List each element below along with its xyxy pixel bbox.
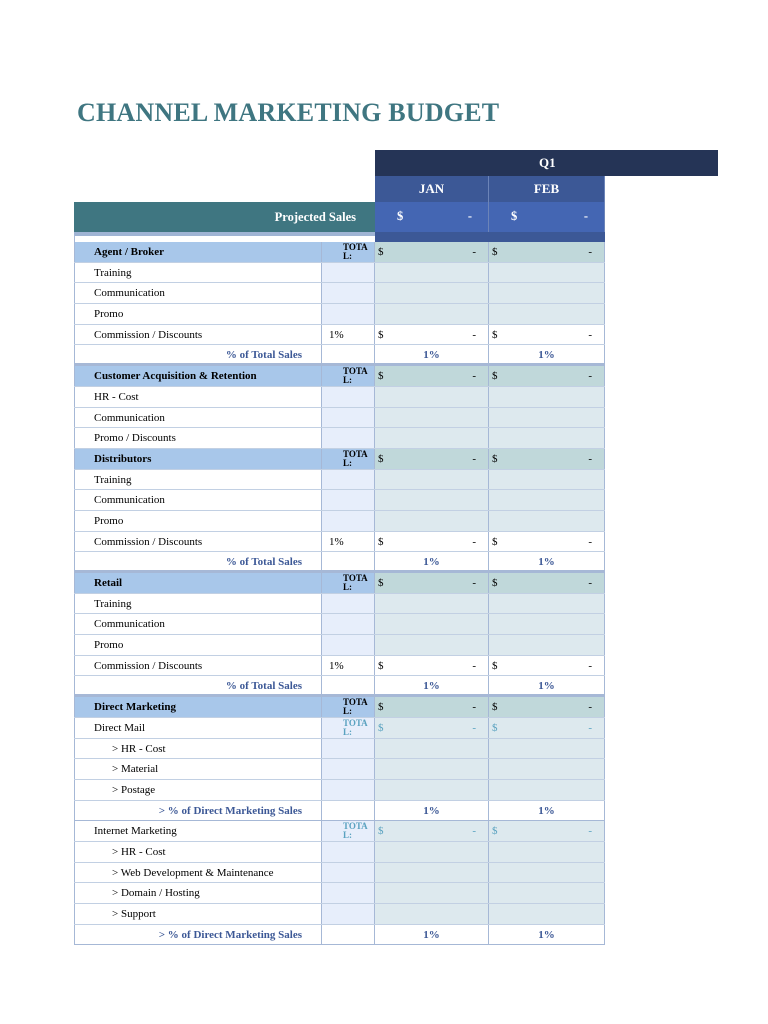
jan-subtotal-cell[interactable]	[375, 718, 489, 738]
line-item-label-cell	[74, 428, 321, 448]
section-header-row	[74, 242, 605, 263]
subsection-row	[74, 821, 605, 842]
jan-input-cell[interactable]	[375, 490, 489, 510]
line-item-pct-cell[interactable]	[321, 304, 375, 324]
feb-input-cell[interactable]	[489, 614, 605, 634]
line-item-label: Promo / Discounts	[94, 432, 176, 445]
line-item-label-cell	[74, 594, 321, 614]
line-item-row	[74, 428, 605, 449]
currency-symbol: $	[492, 659, 498, 672]
currency-symbol: $	[378, 701, 384, 714]
commission-label: Commission / Discounts	[94, 535, 203, 548]
line-item-row	[74, 263, 605, 284]
line-item-label: Training	[94, 266, 132, 279]
line-item-pct-cell[interactable]	[321, 614, 375, 634]
feb-input-cell[interactable]	[489, 283, 605, 303]
line-item-row	[74, 614, 605, 635]
line-item-label: Communication	[94, 494, 165, 507]
currency-symbol: $	[492, 328, 498, 341]
commission-label-cell	[74, 656, 321, 676]
jan-input-cell[interactable]	[375, 739, 489, 759]
commission-pct: 1%	[329, 659, 344, 672]
amount-value: -	[472, 370, 476, 383]
currency-symbol: $	[511, 209, 518, 223]
amount-value: -	[588, 825, 592, 838]
line-item-label-cell	[74, 863, 321, 883]
subsection-label-cell	[74, 821, 321, 841]
jan-total-cell[interactable]	[375, 366, 489, 386]
feb-subtotal-cell[interactable]	[489, 718, 605, 738]
jan-input-cell[interactable]	[375, 883, 489, 903]
amount-value: -	[588, 701, 592, 714]
line-item-label-cell	[74, 635, 321, 655]
line-item-row	[74, 635, 605, 656]
section-header-row	[74, 449, 605, 470]
line-item-label: > Web Development & Maintenance	[112, 866, 274, 879]
line-item-label-cell	[74, 490, 321, 510]
section-label-cell	[74, 573, 321, 593]
divider-right	[375, 232, 605, 242]
line-item-pct-cell[interactable]	[321, 511, 375, 531]
amount-value: -	[472, 701, 476, 714]
line-item-row	[74, 304, 605, 325]
currency-symbol: $	[397, 209, 404, 223]
amount-value: -	[472, 659, 476, 672]
line-item-label-cell	[74, 739, 321, 759]
feb-total-cell[interactable]	[489, 242, 605, 262]
commission-label: Commission / Discounts	[94, 328, 203, 341]
line-item-pct-cell[interactable]	[321, 594, 375, 614]
jan-input-cell[interactable]	[375, 842, 489, 862]
amount-value: -	[472, 246, 476, 258]
section-header-row	[74, 573, 605, 594]
amount-value: -	[472, 825, 476, 838]
line-item-label: > Postage	[112, 783, 156, 796]
feb-input-cell[interactable]	[489, 490, 605, 510]
feb-subtotal-cell[interactable]	[489, 821, 605, 841]
commission-row	[74, 532, 605, 553]
line-item-label: Promo	[94, 514, 124, 527]
divider-left	[74, 232, 375, 242]
jan-input-cell[interactable]	[375, 511, 489, 531]
percent-of-sales-row	[74, 676, 605, 697]
commission-label-cell	[74, 325, 321, 345]
amount-value: -	[472, 328, 476, 341]
percent-label: % of Total Sales	[225, 556, 302, 569]
line-item-row	[74, 759, 605, 780]
percent-label-cell	[74, 345, 321, 363]
section-label: Direct Marketing	[94, 701, 176, 714]
jan-input-cell[interactable]	[375, 387, 489, 407]
line-item-row	[74, 387, 605, 408]
commission-pct: 1%	[329, 535, 344, 548]
line-item-pct-cell[interactable]	[321, 883, 375, 903]
line-item-pct-cell[interactable]	[321, 490, 375, 510]
currency-symbol: $	[378, 246, 384, 258]
total-label-cell	[321, 573, 375, 593]
line-item-label-cell	[74, 283, 321, 303]
jan-commission-cell[interactable]	[375, 325, 489, 345]
percent-of-sales-row	[74, 345, 605, 366]
feb-input-cell[interactable]	[489, 842, 605, 862]
percent-of-sales-row	[74, 552, 605, 573]
line-item-label-cell	[74, 470, 321, 490]
amount-value: -	[588, 659, 592, 672]
feb-percent-cell: 1%	[489, 676, 605, 694]
jan-percent-cell: 1%	[375, 345, 489, 363]
percent-label: % of Total Sales	[225, 680, 302, 693]
line-item-label-cell	[74, 387, 321, 407]
line-item-label: HR - Cost	[94, 390, 139, 403]
feb-input-cell[interactable]	[489, 594, 605, 614]
quarter-label: Q1	[539, 155, 556, 170]
total-label: TOTA L:	[343, 697, 368, 717]
jan-input-cell[interactable]	[375, 635, 489, 655]
jan-input-cell[interactable]	[375, 759, 489, 779]
line-item-label-cell	[74, 780, 321, 800]
amount-value: -	[472, 535, 476, 548]
subsection-row	[74, 718, 605, 739]
line-item-pct-cell[interactable]	[321, 863, 375, 883]
currency-symbol: $	[492, 577, 498, 589]
section-header-row	[74, 697, 605, 718]
line-item-pct-cell[interactable]	[321, 842, 375, 862]
percent-label-cell	[74, 925, 321, 945]
amount-value: -	[588, 328, 592, 341]
table-top-divider	[74, 232, 605, 242]
line-item-pct-cell[interactable]	[321, 635, 375, 655]
feb-input-cell[interactable]	[489, 739, 605, 759]
percent-spacer-cell	[321, 925, 375, 945]
section-label: Customer Acquisition & Retention	[94, 370, 257, 383]
jan-total-cell[interactable]	[375, 697, 489, 717]
projected-value: -	[583, 209, 588, 223]
line-item-label-cell	[74, 263, 321, 283]
commission-label: Commission / Discounts	[94, 659, 203, 672]
feb-input-cell[interactable]	[489, 635, 605, 655]
line-item-pct-cell[interactable]	[321, 904, 375, 924]
subsection-label: Internet Marketing	[94, 825, 177, 838]
section-label-cell	[74, 366, 321, 386]
total-label-cell	[321, 697, 375, 717]
currency-symbol: $	[492, 701, 498, 714]
line-item-label: Training	[94, 473, 132, 486]
percent-of-sales-row	[74, 801, 605, 822]
jan-input-cell[interactable]	[375, 283, 489, 303]
line-item-label: Communication	[94, 618, 165, 631]
line-item-pct-cell[interactable]	[321, 780, 375, 800]
feb-commission-cell[interactable]	[489, 656, 605, 676]
amount-value: -	[588, 577, 592, 589]
total-label: TOTA L:	[343, 242, 368, 261]
line-item-pct-cell[interactable]	[321, 283, 375, 303]
currency-symbol: $	[492, 535, 498, 548]
percent-spacer-cell	[321, 345, 375, 363]
currency-symbol: $	[378, 825, 384, 838]
projected-sales-label: Projected Sales	[74, 202, 375, 232]
jan-input-cell[interactable]	[375, 594, 489, 614]
amount-value: -	[588, 535, 592, 548]
jan-input-cell[interactable]	[375, 863, 489, 883]
percent-label-cell	[74, 676, 321, 694]
percent-spacer-cell	[321, 676, 375, 694]
projected-sales-jan[interactable]	[375, 202, 489, 232]
commission-pct-cell[interactable]	[321, 532, 375, 552]
jan-input-cell[interactable]	[375, 428, 489, 448]
total-label-cell	[321, 718, 375, 738]
line-item-row	[74, 470, 605, 491]
line-item-label-cell	[74, 883, 321, 903]
total-label: TOTA L:	[343, 366, 368, 386]
total-label: TOTA L:	[343, 821, 368, 841]
commission-pct-cell[interactable]	[321, 325, 375, 345]
feb-input-cell[interactable]	[489, 428, 605, 448]
percent-label: % of Total Sales	[225, 349, 302, 362]
total-label-cell	[321, 242, 375, 262]
line-item-row	[74, 904, 605, 925]
feb-input-cell[interactable]	[489, 863, 605, 883]
percent-spacer-cell	[321, 552, 375, 570]
percent-label: > % of Direct Marketing Sales	[158, 804, 302, 817]
subsection-label: Direct Mail	[94, 721, 146, 734]
currency-symbol: $	[378, 721, 384, 734]
line-item-label-cell	[74, 304, 321, 324]
line-item-label: Promo	[94, 308, 124, 321]
line-item-row	[74, 842, 605, 863]
feb-input-cell[interactable]	[489, 759, 605, 779]
line-item-row	[74, 408, 605, 429]
currency-symbol: $	[378, 535, 384, 548]
page-title: CHANNEL MARKETING BUDGET	[77, 98, 500, 127]
section-header-row	[74, 366, 605, 387]
section-label-cell	[74, 697, 321, 717]
line-item-label: Promo	[94, 639, 124, 652]
line-item-row	[74, 780, 605, 801]
line-item-pct-cell[interactable]	[321, 387, 375, 407]
amount-value: -	[588, 452, 592, 465]
line-item-label: Communication	[94, 411, 165, 424]
jan-percent-cell: 1%	[375, 676, 489, 694]
feb-percent-cell: 1%	[489, 552, 605, 570]
percent-spacer-cell	[321, 801, 375, 821]
line-item-row	[74, 594, 605, 615]
percent-of-sales-row	[74, 925, 605, 946]
line-item-label-cell	[74, 614, 321, 634]
projected-value: -	[467, 209, 472, 223]
amount-value: -	[472, 577, 476, 589]
quarter-header	[375, 150, 718, 176]
line-item-label: > Support	[112, 908, 156, 920]
commission-row	[74, 325, 605, 346]
line-item-row	[74, 490, 605, 511]
line-item-label: Training	[94, 597, 132, 610]
amount-value: -	[588, 246, 592, 258]
currency-symbol: $	[492, 370, 498, 383]
line-item-label-cell	[74, 904, 321, 924]
currency-symbol: $	[492, 246, 498, 258]
jan-subtotal-cell[interactable]	[375, 821, 489, 841]
amount-value: -	[472, 721, 476, 734]
feb-input-cell[interactable]	[489, 511, 605, 531]
percent-label-cell	[74, 552, 321, 570]
jan-input-cell[interactable]	[375, 408, 489, 428]
section-label-cell	[74, 242, 321, 262]
total-label: TOTA L:	[343, 448, 368, 468]
jan-percent-cell: 1%	[375, 925, 489, 945]
line-item-label: > Domain / Hosting	[112, 887, 200, 900]
line-item-label: > HR - Cost	[112, 742, 166, 755]
budget-table	[74, 242, 605, 945]
currency-symbol: $	[378, 577, 384, 589]
feb-input-cell[interactable]	[489, 408, 605, 428]
jan-total-cell[interactable]	[375, 242, 489, 262]
feb-percent-cell: 1%	[489, 801, 605, 821]
feb-input-cell[interactable]	[489, 304, 605, 324]
line-item-pct-cell[interactable]	[321, 470, 375, 490]
commission-row	[74, 656, 605, 677]
currency-symbol: $	[378, 659, 384, 672]
feb-total-cell[interactable]	[489, 697, 605, 717]
currency-symbol: $	[378, 370, 384, 383]
jan-percent-cell: 1%	[375, 552, 489, 570]
line-item-label: > Material	[112, 763, 159, 776]
currency-symbol: $	[492, 452, 498, 465]
jan-input-cell[interactable]	[375, 780, 489, 800]
line-item-row	[74, 283, 605, 304]
commission-pct: 1%	[329, 328, 344, 341]
feb-total-cell[interactable]	[489, 366, 605, 386]
projected-sales-feb[interactable]	[489, 202, 605, 232]
line-item-row	[74, 511, 605, 532]
subsection-label-cell	[74, 718, 321, 738]
currency-symbol: $	[492, 825, 498, 838]
line-item-label: > HR - Cost	[112, 845, 166, 858]
total-label-cell	[321, 449, 375, 469]
jan-commission-cell[interactable]	[375, 656, 489, 676]
section-label: Retail	[94, 577, 123, 589]
feb-commission-cell[interactable]	[489, 532, 605, 552]
line-item-pct-cell[interactable]	[321, 408, 375, 428]
jan-commission-cell[interactable]	[375, 532, 489, 552]
feb-input-cell[interactable]	[489, 387, 605, 407]
amount-value: -	[472, 452, 476, 465]
commission-pct-cell[interactable]	[321, 656, 375, 676]
jan-input-cell[interactable]	[375, 304, 489, 324]
feb-total-cell[interactable]	[489, 573, 605, 593]
section-label: Distributors	[94, 452, 152, 465]
month-header-feb: FEB	[489, 176, 605, 202]
line-item-pct-cell[interactable]	[321, 428, 375, 448]
month-header-jan: JAN	[375, 176, 489, 202]
feb-input-cell[interactable]	[489, 904, 605, 924]
currency-symbol: $	[378, 328, 384, 341]
amount-value: -	[588, 721, 592, 734]
line-item-pct-cell[interactable]	[321, 759, 375, 779]
currency-symbol: $	[378, 452, 384, 465]
jan-input-cell[interactable]	[375, 263, 489, 283]
feb-percent-cell: 1%	[489, 925, 605, 945]
feb-commission-cell[interactable]	[489, 325, 605, 345]
jan-input-cell[interactable]	[375, 614, 489, 634]
jan-input-cell[interactable]	[375, 904, 489, 924]
percent-label-cell	[74, 801, 321, 821]
feb-input-cell[interactable]	[489, 470, 605, 490]
jan-total-cell[interactable]	[375, 573, 489, 593]
feb-input-cell[interactable]	[489, 883, 605, 903]
line-item-pct-cell[interactable]	[321, 263, 375, 283]
line-item-row	[74, 739, 605, 760]
line-item-label-cell	[74, 759, 321, 779]
jan-total-cell[interactable]	[375, 449, 489, 469]
line-item-label-cell	[74, 408, 321, 428]
section-label: Agent / Broker	[94, 246, 165, 258]
line-item-label-cell	[74, 842, 321, 862]
line-item-row	[74, 863, 605, 884]
percent-label: > % of Direct Marketing Sales	[158, 928, 302, 941]
amount-value: -	[588, 370, 592, 383]
total-label-cell	[321, 821, 375, 841]
line-item-label: Communication	[94, 287, 165, 300]
feb-input-cell[interactable]	[489, 263, 605, 283]
line-item-label-cell	[74, 511, 321, 531]
total-label: TOTA L:	[343, 573, 368, 592]
feb-percent-cell: 1%	[489, 345, 605, 363]
jan-input-cell[interactable]	[375, 470, 489, 490]
line-item-row	[74, 883, 605, 904]
section-label-cell	[74, 449, 321, 469]
commission-label-cell	[74, 532, 321, 552]
jan-percent-cell: 1%	[375, 801, 489, 821]
total-label: TOTA L:	[343, 717, 368, 737]
feb-input-cell[interactable]	[489, 780, 605, 800]
total-label-cell	[321, 366, 375, 386]
line-item-pct-cell[interactable]	[321, 739, 375, 759]
currency-symbol: $	[492, 721, 498, 734]
feb-total-cell[interactable]	[489, 449, 605, 469]
